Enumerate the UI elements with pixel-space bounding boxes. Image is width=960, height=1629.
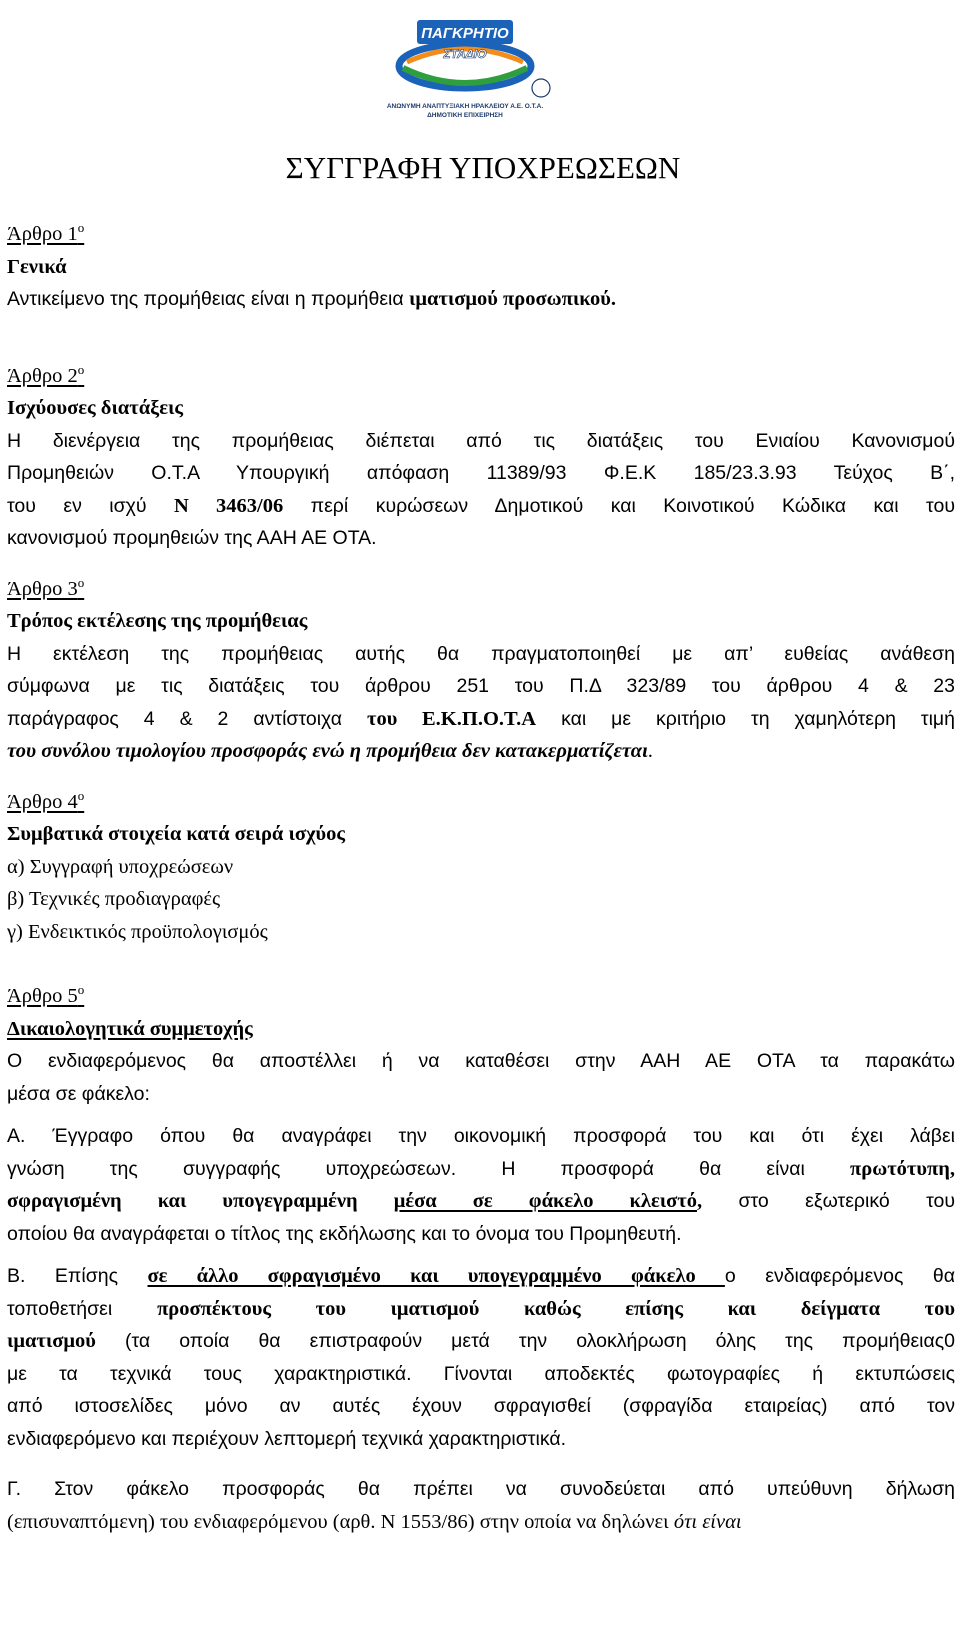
- logo-caption-line2: ΔΗΜΟΤΙΚΗ ΕΠΙΧΕΙΡΗΣΗ: [427, 112, 503, 119]
- article-4-ordinal: ο: [77, 787, 85, 803]
- article-5-intro-1: Ο ενδιαφερόμενος θα αποστέλλει ή να καταθέσει στην ΑΑΗ ΑΕ ΟΤΑ τα παρακάτω: [7, 1050, 955, 1072]
- article-5-label-text: Άρθρο 5: [7, 985, 78, 1007]
- article-5-heading: Δικαιολογητικά συμμετοχής: [7, 1017, 253, 1040]
- paragraph-b-line-1-b: ο ενδιαφερόμενος θα: [724, 1265, 955, 1287]
- paragraph-b-prospectus-samples: προσπέκτους του ιματισμού καθώς επίσης και δείγματα του: [157, 1297, 955, 1320]
- article-2-ordinal: ο: [77, 361, 85, 377]
- paragraph-a-closed-envelope: μέσα σε φάκελο κλειστό: [393, 1190, 697, 1212]
- paragraph-a-line-2: [7, 1153, 955, 1186]
- paragraph-a-line-1: Α. Έγγραφο όπου θα αναγράφει την οικονομική προσφορά του και ότι έχει λάβει: [7, 1125, 955, 1147]
- stadium-logo-graphic: [345, 6, 585, 126]
- paragraph-b-line-1-a: Β. Επίσης: [7, 1265, 148, 1287]
- paragraph-g-line-1: Γ. Στον φάκελο προσφοράς θα πρέπει να συνοδεύεται από υπεύθυνη δήλωση: [7, 1478, 955, 1500]
- article-3-line-4-emphasis: του συνόλου τιμολογίου προσφοράς ενώ η προμήθεια δεν κατακερματίζεται: [7, 740, 648, 762]
- article-2-line-4: κανονισμού προμηθειών της ΑΑΗ ΑΕ ΟΤΑ.: [7, 527, 377, 549]
- article-4-item: β) Τεχνικές προδιαγραφές: [7, 888, 221, 910]
- paragraph-a-line-3: [7, 1185, 955, 1218]
- article-3-line-3: [7, 703, 955, 736]
- article-4-label: [7, 786, 955, 819]
- article-2-line-3-a: του εν ισχύ: [7, 494, 175, 517]
- paragraph-b-clothing: ιματισμού: [7, 1330, 96, 1352]
- article-2: [7, 360, 955, 555]
- paragraph-g-line-2-italic: ότι είναι: [673, 1510, 742, 1533]
- article-3-line-3-a: παράγραφος 4 & 2 αντίστοιχα: [7, 707, 367, 730]
- paragraph-b-other-envelope: σε άλλο σφραγισμένο και υπογεγραμμένο φάκελο: [147, 1265, 725, 1287]
- article-3-label-text: Άρθρο 3: [7, 577, 78, 600]
- paragraph-a-line-4: οποίου θα αναγράφεται ο τίτλος της εκδήλωσης και το όνομα του Προμηθευτή.: [7, 1222, 682, 1245]
- logo-name-top: ΠΑΓΚΡΗΤΙΟ: [421, 25, 509, 42]
- article-1-heading: Γενικά: [7, 255, 67, 278]
- article-2-label: [7, 360, 955, 393]
- paragraph-g-line-2-a: (επισυναπτόμενη) του ενδιαφερόμενου (αρθ. Ν 1553/86) στην οποία να δηλώνει: [7, 1510, 674, 1533]
- article-5-paragraph-g: [7, 1473, 955, 1538]
- paragraph-b-line-2: [7, 1293, 955, 1326]
- logo-name-bottom: ΣΤΑΔΙΟ: [443, 47, 487, 61]
- article-2-law-number: Ν 3463/06: [174, 494, 284, 517]
- paragraph-a-sealed-signed: σφραγισμένη και υπογεγραμμένη: [7, 1190, 394, 1212]
- article-4-heading: Συμβατικά στοιχεία κατά σειρά ισχύος: [7, 823, 345, 845]
- article-3-label: [7, 573, 955, 606]
- article-5-paragraph-a: [7, 1120, 955, 1250]
- paragraph-a-line-2-a: γνώση της συγγραφής υποχρεώσεων. Η προσφορά θα είναι: [7, 1157, 851, 1180]
- article-4-label-text: Άρθρο 4: [7, 790, 78, 813]
- article-3-ekpota: του Ε.Κ.Π.Ο.Τ.Α: [367, 707, 537, 730]
- article-4-item: γ) Ενδεικτικός προϋπολογισμός: [7, 920, 268, 943]
- article-3-heading: Τρόπος εκτέλεσης της προμήθειας: [7, 610, 308, 632]
- article-1-text: [7, 283, 955, 316]
- article-5: [7, 980, 955, 1538]
- article-2-label-text: Άρθρο 2: [7, 364, 78, 387]
- article-3-line-1: Η εκτέλεση της προμήθειας αυτής θα πραγματοποιηθεί με απ’ ευθείας ανάθεση: [7, 642, 955, 665]
- article-5-ordinal: ο: [77, 982, 85, 998]
- document-title: ΣΥΓΓΡΑΦΗ ΥΠΟΧΡΕΩΣΕΩΝ: [285, 150, 681, 185]
- article-2-heading: Ισχύουσες διατάξεις: [7, 397, 184, 419]
- article-3-line-3-b: και με κριτήριο τη χαμηλότερη τιμή: [536, 707, 955, 730]
- article-5-intro-2: μέσα σε φάκελο:: [7, 1082, 150, 1105]
- paragraph-b-line-3: [7, 1325, 955, 1358]
- article-1-text-bold: ιματισμού προσωπικού.: [409, 288, 617, 310]
- article-3-line-4: [7, 735, 955, 768]
- paragraph-b-line-4: με τα τεχνικά τους χαρακτηριστικά. Γίνονται αποδεκτές φωτογραφίες ή εκτυπώσεις: [7, 1362, 955, 1385]
- article-3: [7, 573, 955, 768]
- article-4-item: α) Συγγραφή υποχρεώσεων: [7, 855, 234, 878]
- article-5-paragraph-b: [7, 1260, 955, 1455]
- article-3-line-4-end: .: [647, 740, 653, 762]
- article-1-ordinal: ο: [77, 220, 85, 236]
- logo-caption-line1: ΑΝΩΝΥΜΗ ΑΝΑΠΤΥΞΙΑΚΗ ΗΡΑΚΛΕΙΟΥ Α.Ε. Ο.Τ.Α.: [386, 103, 544, 110]
- article-1-label-text: Άρθρο 1: [7, 223, 78, 245]
- article-4: [7, 786, 955, 949]
- article-2-line-2: Προμηθειών Ο.Τ.Α Υπουργική απόφαση 11389/93 Φ.Ε.Κ 185/23.3.93 Τεύχος Β΄,: [7, 462, 955, 484]
- paragraph-b-line-2-a: τοποθετήσει: [7, 1297, 158, 1320]
- article-3-ordinal: ο: [77, 574, 85, 590]
- article-1-text-plain: Αντικείμενο της προμήθειας είναι η προμήθεια: [7, 288, 410, 310]
- paragraph-a-comma: ,: [696, 1190, 703, 1212]
- paragraph-b-line-3-b: (τα οποία θα επιστραφούν μετά την ολοκλήρωση όλης της προμήθειας0: [95, 1330, 955, 1352]
- paragraph-a-original: πρωτότυπη,: [850, 1157, 955, 1180]
- article-1-label: [7, 218, 955, 251]
- article-2-line-1: Η διενέργεια της προμήθειας διέπεται από τις διατάξεις του Ενιαίου Κανονισμού: [7, 429, 955, 452]
- article-3-line-2: σύμφωνα με τις διατάξεις του άρθρου 251 του Π.Δ 323/89 του άρθρου 4 & 23: [7, 675, 955, 697]
- document-body: [7, 218, 955, 1538]
- article-2-line-3: [7, 490, 955, 523]
- paragraph-b-line-6: ενδιαφερόμενο και περιέχουν λεπτομερή τεχνικά χαρακτηριστικά.: [7, 1427, 567, 1450]
- paragraph-b-line-5: από ιστοσελίδες μόνο αν αυτές έχουν σφραγισθεί (σφραγίδα εταιρείας) από τον: [7, 1395, 955, 1417]
- paragraph-a-line-3-b: στο εξωτερικό του: [702, 1190, 955, 1212]
- article-5-label: [7, 980, 955, 1013]
- paragraph-g-line-2: [7, 1506, 955, 1539]
- logo-seal-icon: [532, 79, 550, 97]
- article-2-line-3-b: περί κυρώσεων Δημοτικού και Κοινοτικού Κώδικα και του: [283, 494, 955, 517]
- pagkritio-stadio-logo: [345, 6, 585, 126]
- paragraph-b-line-1: [7, 1260, 955, 1293]
- article-1: [7, 218, 955, 316]
